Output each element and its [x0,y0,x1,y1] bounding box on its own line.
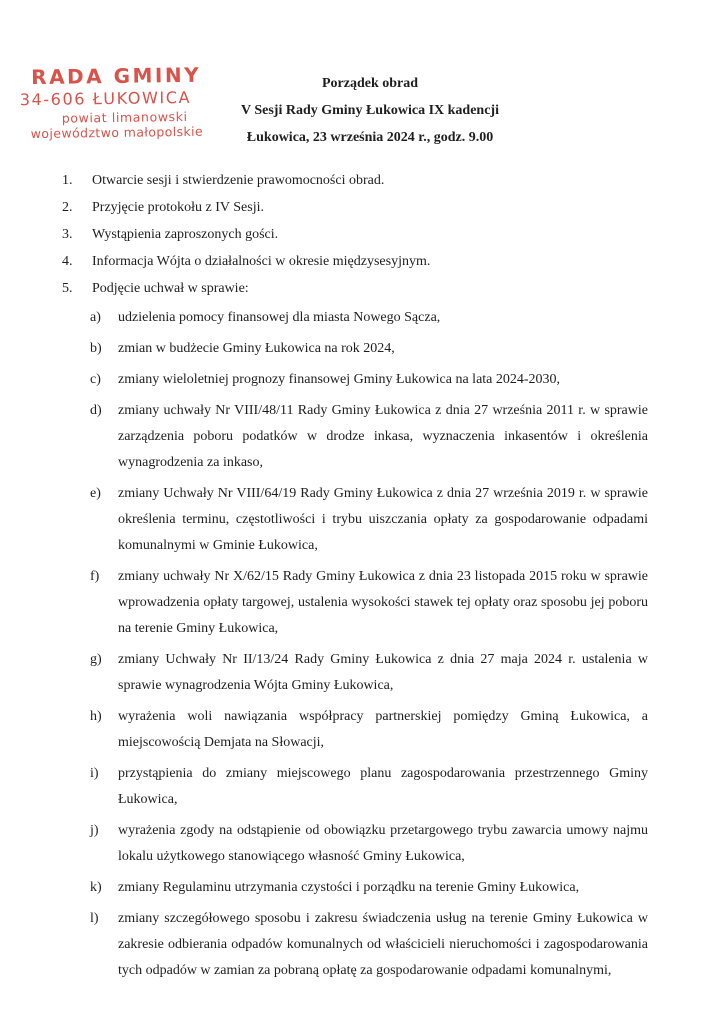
resolution-letter: g) [90,652,102,667]
resolution-item [0,704,724,756]
resolution-text: zmiany Uchwały Nr II/13/24 Rady Gminy Łukowica z dnia 27 maja 2024 r. ustalenia w sprawie wynagrodzenia Wójta Gminy Łukowica, [118,652,648,693]
document-title: Porządek obrad [321,76,419,91]
resolution-item [0,761,724,813]
resolution-item [0,481,724,559]
agenda-item-number: 3. [62,227,73,242]
resolution-letter: b) [90,341,102,356]
agenda-item-number: 1. [62,173,73,188]
resolution-item [0,647,724,699]
resolution-item [0,818,724,870]
resolution-item [0,564,724,642]
agenda-item-number: 4. [62,254,73,269]
agenda-item-text: Informacja Wójta o działalności w okresie międzysesyjnym. [92,254,431,269]
resolution-item [0,875,724,901]
resolution-letter: e) [90,486,101,501]
resolution-text: zmiany Regulaminu utrzymania czystości i porządku na terenie Gminy Łukowica, [118,880,580,895]
agenda-item [0,251,724,273]
resolution-letter: j) [90,823,99,838]
resolution-letter: d) [90,403,102,418]
resolution-item [0,367,724,393]
resolution-letter: f) [90,569,100,584]
resolution-text: zmian w budżecie Gminy Łukowica na rok 2024, [118,341,395,356]
resolution-item [0,305,724,331]
resolution-text: zmiany Uchwały Nr VIII/64/19 Rady Gminy Łukowica z dnia 27 września 2019 r. w sprawie określenia terminu, częstotliwości i trybu uiszczania opłaty za gospodarowanie odpadami komunalnymi w Gminie Łukowica, [118,486,648,553]
council-stamp [1,63,217,142]
stamp-line-3: powiat limanowski [61,108,188,126]
agenda-item-number: 2. [62,200,73,215]
agenda-item [0,170,724,192]
document-header [210,70,530,151]
agenda-item-text: Przyjęcie protokołu z IV Sesji. [92,200,264,215]
session-name: V Sesji Rady Gminy Łukowica IX kadencji [240,103,499,118]
stamp-line-4: województwo małopolskie [30,123,204,142]
agenda-item [0,224,724,246]
agenda-item-number: 5. [62,281,73,296]
resolution-letter: a) [90,310,101,325]
resolution-text: udzielenia pomocy finansowej dla miasta Nowego Sącza, [118,310,441,325]
agenda-item [0,278,724,300]
agenda-item-text: Podjęcie uchwał w sprawie: [92,281,249,296]
resolution-letter: l) [90,911,99,926]
resolution-letter: c) [90,372,101,387]
resolution-item [0,398,724,476]
resolution-item [0,336,724,362]
resolution-text: zmiany szczegółowego sposobu i zakresu świadczenia usług na terenie Gminy Łukowica w zakresie odbierania odpadów komunalnych od właścicieli nieruchomości i zagospodarowania tych odpadów w zamian za pobraną opłatę za gospodarowanie odpadami komunalnymi, [118,911,648,978]
stamp-line-1: RADA GMINY [31,62,202,90]
resolution-text: wyrażenia zgody na odstąpienie od obowiązku przetargowego trybu zawarcia umowy najmu lokalu użytkowego stanowiącego własność Gminy Łukowica, [118,823,648,864]
resolution-text: przystąpienia do zmiany miejscowego planu zagospodarowania przestrzennego Gminy Łukowica, [118,766,648,807]
agenda-item-text: Wystąpienia zaproszonych gości. [92,227,279,242]
place-date: Łukowica, 23 września 2024 r., godz. 9.00 [246,130,494,145]
resolution-text: zmiany uchwały Nr X/62/15 Rady Gminy Łukowica z dnia 23 listopada 2015 roku w sprawie wprowadzenia opłaty targowej, ustalenia wysokości stawek tej opłaty oraz sposobu jej poboru na terenie Gminy Łukowica, [118,569,648,636]
resolution-letter: i) [90,766,99,781]
resolution-text: zmiany wieloletniej prognozy finansowej Gminy Łukowica na lata 2024-2030, [118,372,561,387]
resolution-item [0,906,724,984]
agenda-item [0,197,724,219]
resolution-letter: h) [90,709,102,724]
resolution-text: wyrażenia woli nawiązania współpracy partnerskiej pomiędzy Gminą Łukowica, a miejscowością Demjata na Słowacji, [118,709,648,750]
agenda-list [0,170,724,989]
resolution-text: zmiany uchwały Nr VIII/48/11 Rady Gminy Łukowica z dnia 27 września 2011 r. w sprawie zarządzenia poboru podatków w drodze inkasa, wyznaczenia inkasentów i określenia wynagrodzenia za inkaso, [118,403,648,470]
agenda-item-text: Otwarcie sesji i stwierdzenie prawomocności obrad. [92,173,385,188]
resolution-letter: k) [90,880,102,895]
stamp-line-2: 34-606 ŁUKOWICA [19,87,192,110]
